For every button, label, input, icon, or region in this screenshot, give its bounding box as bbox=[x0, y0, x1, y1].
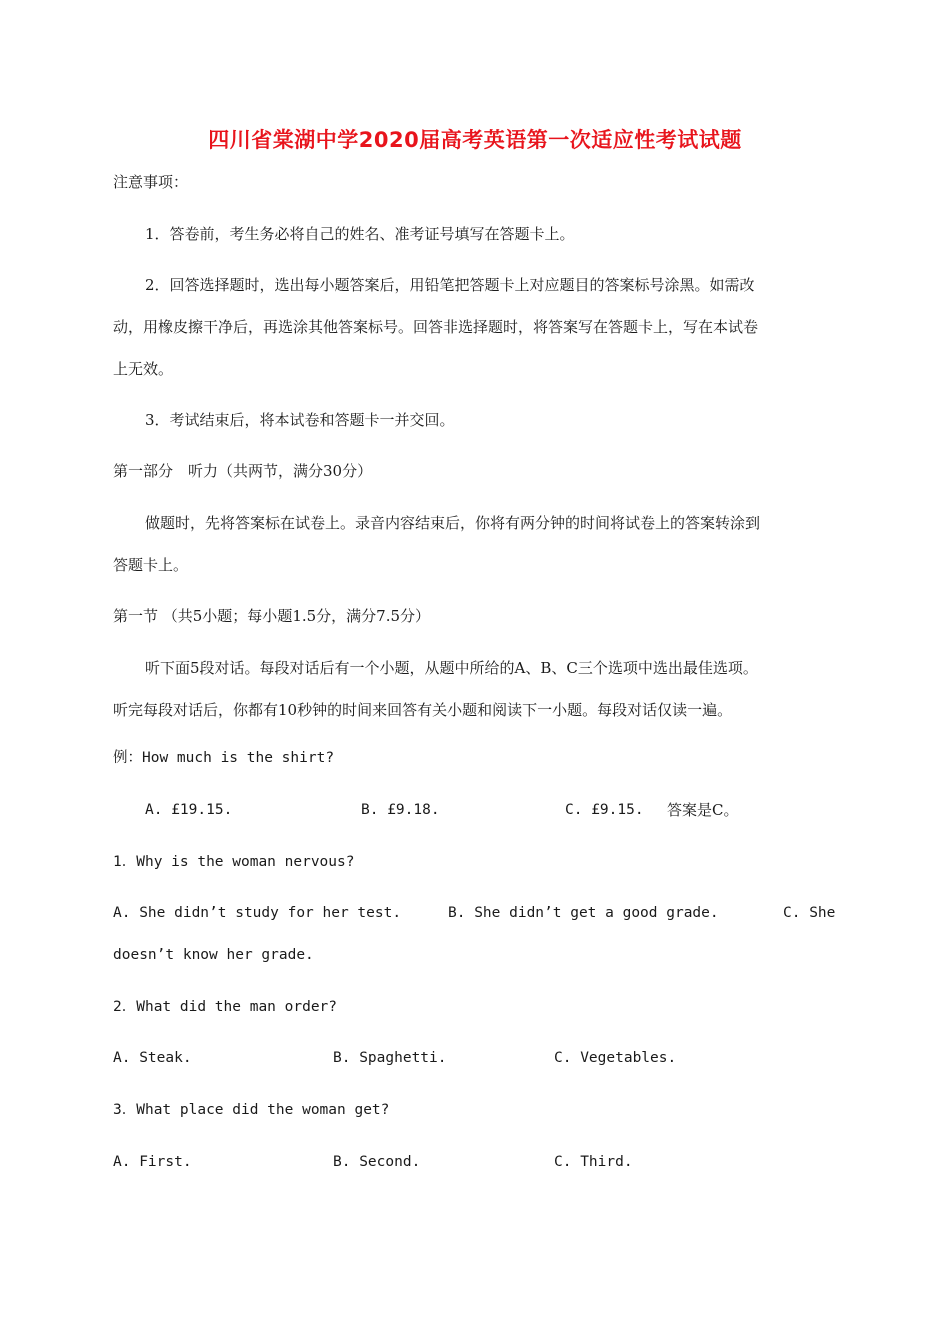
question-3-option-c: C. Third. bbox=[554, 1154, 633, 1170]
notice-heading: 注意事项： bbox=[113, 173, 189, 191]
question-2-stem: 2．What did the man order? bbox=[113, 999, 338, 1015]
question-3-option-a: A. First. bbox=[113, 1154, 192, 1170]
question-1-option-c-continued: doesn’t know her grade. bbox=[113, 947, 314, 963]
notice-item-2-line-1: 2．回答选择题时，选出每小题答案后，用铅笔把答题卡上对应题目的答案标号涂黑。如需改 bbox=[145, 276, 755, 294]
part1-instruction-line-1: 做题时，先将答案标在试卷上。录音内容结束后，你将有两分钟的时间将试卷上的答案转涂到 bbox=[145, 514, 761, 532]
example-question: 例：How much is the shirt? bbox=[113, 750, 335, 766]
notice-item-2-line-3: 上无效。 bbox=[113, 360, 174, 378]
question-3-option-b: B. Second. bbox=[333, 1154, 421, 1170]
question-1-option-b: B. She didn’t get a good grade. bbox=[448, 905, 719, 921]
question-2-option-b: B. Spaghetti. bbox=[333, 1050, 447, 1066]
example-option-a: A. £19.15. bbox=[145, 802, 233, 818]
question-1-stem: 1．Why is the woman nervous? bbox=[113, 854, 355, 870]
question-2-option-a: A. Steak. bbox=[113, 1050, 192, 1066]
part1-instruction-line-2: 答题卡上。 bbox=[113, 556, 189, 574]
notice-item-3: 3．考试结束后，将本试卷和答题卡一并交回。 bbox=[145, 411, 455, 429]
section1-instruction-line-2: 听完每段对话后，你都有10秒钟的时间来回答有关小题和阅读下一小题。每段对话仅读一遍。 bbox=[113, 701, 733, 719]
question-3-stem: 3．What place did the woman get? bbox=[113, 1102, 390, 1118]
notice-item-1: 1．答卷前，考生务必将自己的姓名、准考证号填写在答题卡上。 bbox=[145, 225, 575, 243]
page-title: 四川省棠湖中学2020届高考英语第一次适应性考试试题 bbox=[208, 128, 742, 152]
section1-instruction-line-1: 听下面5段对话。每段对话后有一个小题，从题中所给的A、B、C三个选项中选出最佳选项。 bbox=[145, 659, 758, 677]
question-1-option-a: A. She didn’t study for her test. bbox=[113, 905, 402, 921]
section1-heading: 第一节 （共5小题；每小题1.5分，满分7.5分） bbox=[113, 607, 431, 625]
part1-heading: 第一部分 听力（共两节，满分30分） bbox=[113, 462, 373, 480]
question-2-option-c: C. Vegetables. bbox=[554, 1050, 677, 1066]
question-1-option-c: C. She bbox=[783, 905, 836, 921]
example-answer: 答案是C。 bbox=[667, 801, 739, 819]
notice-item-2-line-2: 动，用橡皮擦干净后，再选涂其他答案标号。回答非选择题时，将答案写在答题卡上，写在本试卷 bbox=[113, 318, 759, 336]
example-option-c: C. £9.15. bbox=[565, 802, 644, 818]
example-option-b: B. £9.18. bbox=[361, 802, 440, 818]
